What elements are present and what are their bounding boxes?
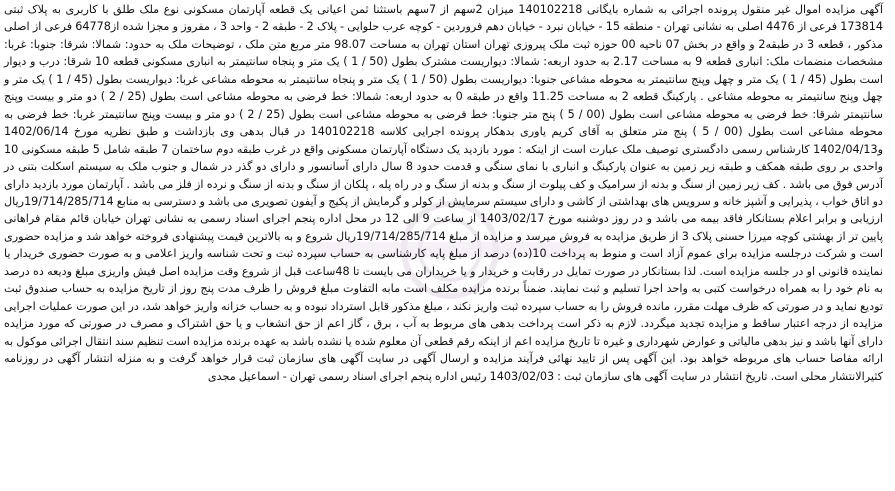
auction-notice-text: آگهی مزایده اموال غیر منقول پرونده اجرائی به شماره بایگانی 140102218 میزان 2سهم از 7سهم باستثنا ثمن اعیانی یک قطعه آپارتمان مسکونی نوع ملک طلق با کاربری به پلاک ثبتی 173814 فرعی از 4476 اصلی به نشانی تهران - منطقه 15 - خیابان نبرد - خیابان دهم فروردین - کوچه عرب حلوایی - پلاک 2 - طبقه 2 - واحد 3 ، مفروز و مجزا شده از64778 فرعی از اصلی مذکور ، قطعه 3 در طبقه2 و واقع در بخش 07 ناحیه 00 حوزه ثبت ملک پیروزی تهران استان تهران به مساحت 98.07 متر مربع متن ملک ، توضیحات ملک به حدود: شمالا: شرقا: جنوبا: غربا: مشخصات منضمات ملک: انباری قطعه 9 به مساحت 2.17 به حدود اربعه: شمالا: دیواریست مشترک بطول (50 / 1 ) یک متر و پنجاه سانتیمتر به انباری مسکونی قطعه 10 شرقا: درب و دیوار است بطول (45 / 1 ) یک متر و چهل وپنج سانتیمتر به محوطه مشاعی جنوبا: دیواریست بطول (50 / 1 ) یک متر و پنجاه سانتیمتر به محوطه مشاعی غربا: دیواریست بطول (45 / 1 ) یک متر و چهل وپنج سانتیمتر به محوطه مشاعی . پارکینگ قطعه 2 به مساحت 11.25 واقع در طبقه 0 به حدود اربعه: شمالا: خط فرضی به محوطه مشاعی است بطول (25 / 2 ) دو متر و بیست وپنج سانتیمتر شرقا: خط فرضی به محوطه مشاعی است بطول (00 / 5 ) پنج متر جنوبا: خط فرضی به محوطه مشاعی است بطول (25 / 2 ) دو متر و بیست وپنج سانتیمتر غربا: خط فرضی به محوطه مشاعی است بطول (00 / 5 ) پنج متر متعلق به آقای کریم یاوری بدهکار پرونده اجرایی کلاسه 140102218 در قبال بدهی وی بازداشت و طبق نظریه مورخ 1402/06/14 و1402/04/13 کارشناس رسمی دادگستری توصیف ملک عبارت است از اینکه : مورد بازدید یک دستگاه آپارتمان مسکونی واقع در غرب طبقه دوم ساختمان 7 طبقه شامل 5 طبقه مسکونی 10 واحدی بر روی طبقه همکف و طبقه زیر زمین به عنوان پارکینگ و انباری با نمای سنگی و قدمت حدود 8 سال دارای آسانسور و دارای دو گذر در شمال و جنوب ملک به سیستم اسکلت بتنی در آدرس فوق می باشد . کف زیر زمین از سنگ و بدنه از سرامیک و کف پیلوت از سنگ و بدنه از سنگ و در راه پله ، پلکان از سنگ و بدنه از سنگ و نرده از فلز می باشد . آپارتمان مورد بازدید دارای دو اتاق خواب ، پذیرایی و آشپز خانه و سرویس های بهداشتی از کاشی و دارای سیستم سرمایش از کولر و گرمایش از پکیج و آیفون تصویری می باشد و دسترسی به منابع 19/714/285/714ریال ارزیابی و برابر اعلام بستانکار فاقد بیمه می باشد و در روز دوشنبه مورخ 1403/02/17 از ساعت 9 الی 12 در محل اداره پنجم اجرای اسناد رسمی به نشانی تهران خیابان قائم مقام فراهانی پایین تر از بهشتی کوچه میرزا حسنی پلاک 3 از طریق مزایده به فروش میرسد و مزایده از مبلغ 19/714/285/714ریال شروع و به بالاترین قیمت پیشنهادی فروخته خواهد شد و مزایده حضوری است و شرکت درجلسه مزایده برای عموم آزاد است و منوط به پرداخت 10(ده) درصد از مبلغ پایه کارشناسی به حساب سپرده ثبت و تحت شناسه واریز اعلامی و به صورت حضوری خریدار یا نماینده قانونی او در جلسه مزایده است. لذا بستانکار در صورت تمایل در رقابت و خریدار و یا خریداران می بایست تا 48ساعت قبل از شروع وقت مزایده اصل فیش واریزی مبلغ ودیعه ده درصد به نام خود را به همراه درخواست کتبی به واحد اجرا تسلیم و ثبت نمایند. ضمناً برنده مزایده مکلف است مابه التفاوت مبلغ فروش را ظرف مدت پنج روز از تاریخ مزایده به حساب صندوق ثبت تودیع نماید و در صورتی که ظرف مهلت مقرر، مانده فروش را به حساب سپرده ثبت واریز نکند ، مبلغ مذکور قابل استرداد نبوده و به حساب خزانه واریز خواهد شد، در این صورت عملیات اجرایی مزایده از درجه اعتبار ساقط و مزایده تجدید میگردد. لازم به ذکر است پرداخت بدهی های مربوط به آب ، برق ، گاز اعم از حق انشعاب و یا حق اشتراک و مصرف در صورتی که مورد مزایده دارای آنها باشد و نیز بدهی مالیاتی و عوارض شهرداری و غیره تا تاریخ مزایده اعم از اینکه رقم قطعی آن معلوم شده یا نشده باشد به عهده برنده مزایده است تنظیم سند انتقال اجرائی موکول به ارائه مفاصا حساب های مربوطه خواهد بود. این آگهی پس از تایید نهائی فرآیند مزایده و ارسال آگهی در سایت آگهی های سازمان ثبت قرار خواهد گرفت و به منزله انتشار آگهی در روزنامه کثیرالانتشار محلی است. تاریخ انتشار در سایت آگهی های سازمان ثبت : 1403/02/03 رئیس اداره پنجم اجرای اسناد رسمی تهران - اسماعیل مجدی [4,3,884,383]
